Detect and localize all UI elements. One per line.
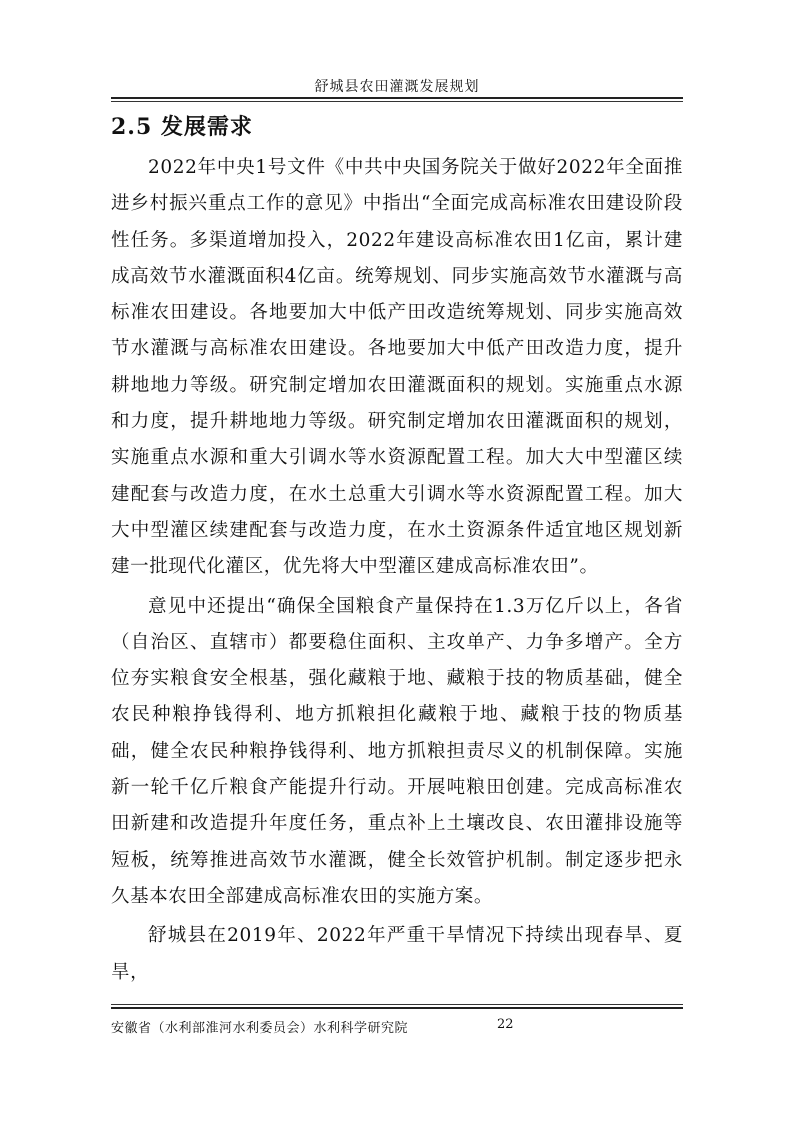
footer-rule-thick <box>111 1007 683 1009</box>
body-text <box>111 150 683 991</box>
paragraph-1: 2022年中央1号文件《中共中央国务院关于做好2022年全面推进乡村振兴重点工作的意见》中指出“全面完成高标准农田建设阶段性任务。多渠道增加投入，2022年建设高标准农田1亿亩，累计建成高效节水灌溉面积4亿亩。统筹规划、同步实施高效节水灌溉与高标准农田建设。各地要加大中低产田改造统筹规划、同步实施高效节水灌溉与高标准农田建设。各地要加大中低产田改造力度，提升耕地地力等级。研究制定增加农田灌溉面积的规划。实施重点水源和力度，提升耕地地力等级。研究制定增加农田灌溉面积的规划，实施重点水源和重大引调水等水资源配置工程。加大大中型灌区续建配套与改造力度，在水土总重大引调水等水资源配置工程。加大大中型灌区续建配套与改造力度，在水土资源条件适宜地区规划新建一批现代化灌区，优先将大中型灌区建成高标准农田”。 <box>111 157 683 578</box>
header-title: 舒城县农田灌溉发展规划 <box>314 79 480 95</box>
section-heading: 2.5 发展需求 <box>111 114 253 140</box>
header-rule-thin <box>111 101 683 102</box>
paragraph-3: 舒城县在2019年、2022年严重干旱情况下持续出现春旱、夏旱， <box>111 925 683 983</box>
footer-rule-thin <box>111 1004 683 1005</box>
header-rule-thick <box>111 97 683 99</box>
paragraph-2: 意见中还提出“确保全国粮食产量保持在1.3万亿斤以上，各省（自治区、直辖市）都要稳住面积、主攻单产、力争多增产。全方位夯实粮食安全根基，强化藏粮于地、藏粮于技的物质基础，健全农民种粮挣钱得利、地方抓粮担化藏粮于地、藏粮于技的物质基础，健全农民种粮挣钱得利、地方抓粮担责尽义的机制保障。实施新一轮千亿斤粮食产能提升行动。开展吨粮田创建。完成高标准农田新建和改造提升年度任务，重点补上土壤改良、农田灌排设施等短板，统筹推进高效节水灌溉，健全长效管护机制。制定逐步把永久基本农田全部建成高标准农田的实施方案。 <box>111 595 683 907</box>
footer-organization: 安徽省（水利部淮河水利委员会）水利科学研究院 <box>111 1021 409 1036</box>
page-number: 22 <box>497 1017 514 1032</box>
